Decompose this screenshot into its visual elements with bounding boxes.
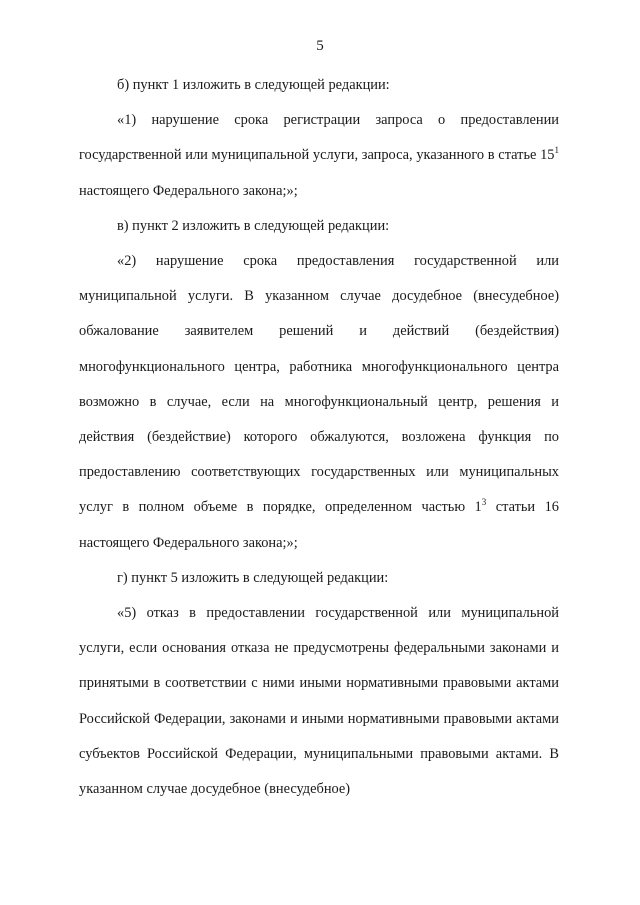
- paragraph-point-1-text: [79, 103, 559, 209]
- paragraph-text-after-superscript: статьи 16 настоящего Федерального закона;»;: [79, 499, 559, 551]
- paragraph-item-v-heading: в) пункт 2 изложить в следующей редакции:: [117, 217, 390, 234]
- paragraph-item-g-heading: г) пункт 5 изложить в следующей редакции:: [117, 569, 389, 586]
- paragraph-point-5-text: «5) отказ в предоставлении государственной или муниципальной услуги, если основания отказа не предусмотрены федеральными законами и принятыми в соответствии с ними иными нормативными правовыми актами Российской Федерации, законами и иными нормативными правовыми актами субъектов Российской Федерации, муниципальными правовыми актами. В указанном случае досудебное (внесудебное): [79, 605, 559, 798]
- part-superscript: 3: [481, 497, 487, 508]
- page-number: 5: [316, 38, 324, 54]
- article-superscript: 1: [554, 145, 559, 156]
- document-body: [79, 68, 559, 807]
- paragraph-item-b-heading: б) пункт 1 изложить в следующей редакции:: [117, 77, 390, 93]
- paragraph-point-2-text: [79, 244, 559, 561]
- paragraph-text-before-superscript: «2) нарушение срока предоставления государственной или муниципальной услуги. В указанном случае досудебное (внесудебное) обжалование заявителем решений и действий (бездействия) многофункционального центра, работника многофункционального центра возможно в случае, если на многофункциональный центр, решения и действия (бездействие) которого обжалуются, возложена функция по предоставлению соответствующих государственных или муниципальных услуг в полном объеме в порядке, определенном частью 1: [79, 253, 559, 516]
- paragraph-text-before-superscript: «1) нарушение срока регистрации запроса о предоставлении государственной или муниципальной услуги, запроса, указанного в статье 15: [79, 112, 559, 164]
- paragraph-text-after-superscript: настоящего Федерального закона;»;: [79, 182, 298, 199]
